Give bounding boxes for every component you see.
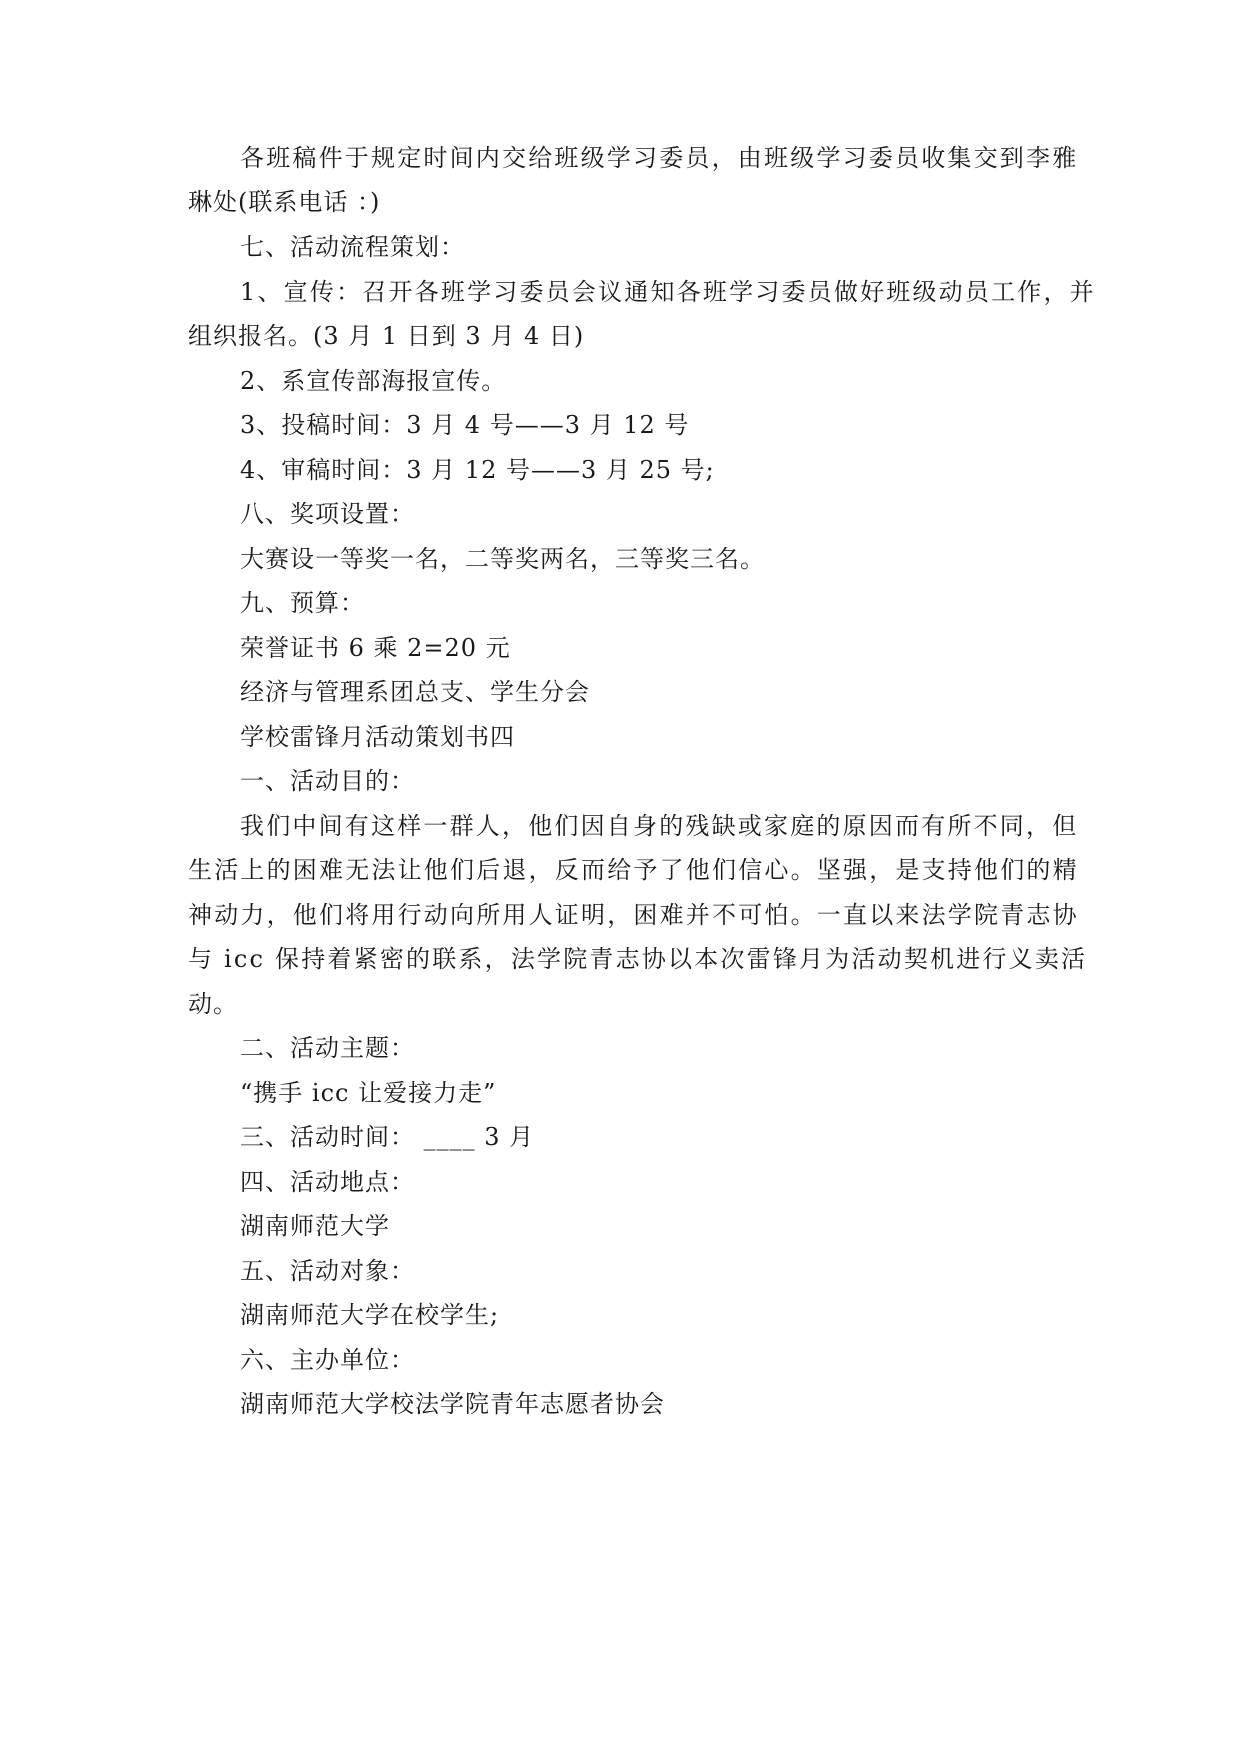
section-heading: 二、活动主题：	[240, 1034, 415, 1062]
text-line: 2、系宣传部海报宣传。	[240, 367, 507, 395]
text-line: 琳处(联系电话 ：)	[188, 188, 381, 216]
text-line: “携手 icc 让爱接力走”	[240, 1079, 497, 1107]
document-title: 学校雷锋月活动策划书四	[240, 723, 515, 751]
text-line: 湖南师范大学	[240, 1212, 390, 1240]
text-line: 各班稿件于规定时间内交给班级学习委员，由班级学习委员收集交到李雅	[240, 144, 1079, 172]
text-line: 湖南师范大学校法学院青年志愿者协会	[240, 1390, 665, 1418]
text-line: 3、投稿时间：3 月 4 号——3 月 12 号	[240, 411, 690, 439]
section-heading: 八、奖项设置：	[240, 500, 415, 528]
text-line: 4、审稿时间：3 月 12 号——3 月 25 号;	[240, 456, 715, 484]
section-heading: 六、主办单位：	[240, 1346, 415, 1374]
text-line: 神动力，他们将用行动向所用人证明，困难并不可怕。一直以来法学院青志协	[188, 901, 1079, 929]
text-line: 组织报名。(3 月 1 日到 3 月 4 日)	[188, 322, 585, 350]
section-heading: 五、活动对象：	[240, 1257, 415, 1285]
text-line: 经济与管理系团总支、学生分会	[240, 678, 590, 706]
text-line: 湖南师范大学在校学生;	[240, 1301, 500, 1329]
text-line: 1、宣传：召开各班学习委员会议通知各班学习委员做好班级动员工作，并	[240, 278, 1096, 306]
text-line: 生活上的困难无法让他们后退，反而给予了他们信心。坚强，是支持他们的精	[188, 856, 1079, 884]
text-line: 与 icc 保持着紧密的联系，法学院青志协以本次雷锋月为活动契机进行义卖活	[188, 945, 1088, 973]
section-heading: 七、活动流程策划：	[240, 233, 465, 261]
text-line: 我们中间有这样一群人，他们因自身的残缺或家庭的原因而有所不同，但	[240, 812, 1079, 840]
section-heading: 九、预算：	[240, 589, 365, 617]
section-heading: 三、活动时间： ____ 3 月	[240, 1123, 535, 1151]
text-line: 荣誉证书 6 乘 2=20 元	[240, 634, 511, 662]
section-heading: 一、活动目的：	[240, 767, 415, 795]
section-heading: 四、活动地点：	[240, 1168, 415, 1196]
text-line: 动。	[188, 990, 238, 1018]
text-line: 大赛设一等奖一名，二等奖两名，三等奖三名。	[240, 545, 765, 573]
